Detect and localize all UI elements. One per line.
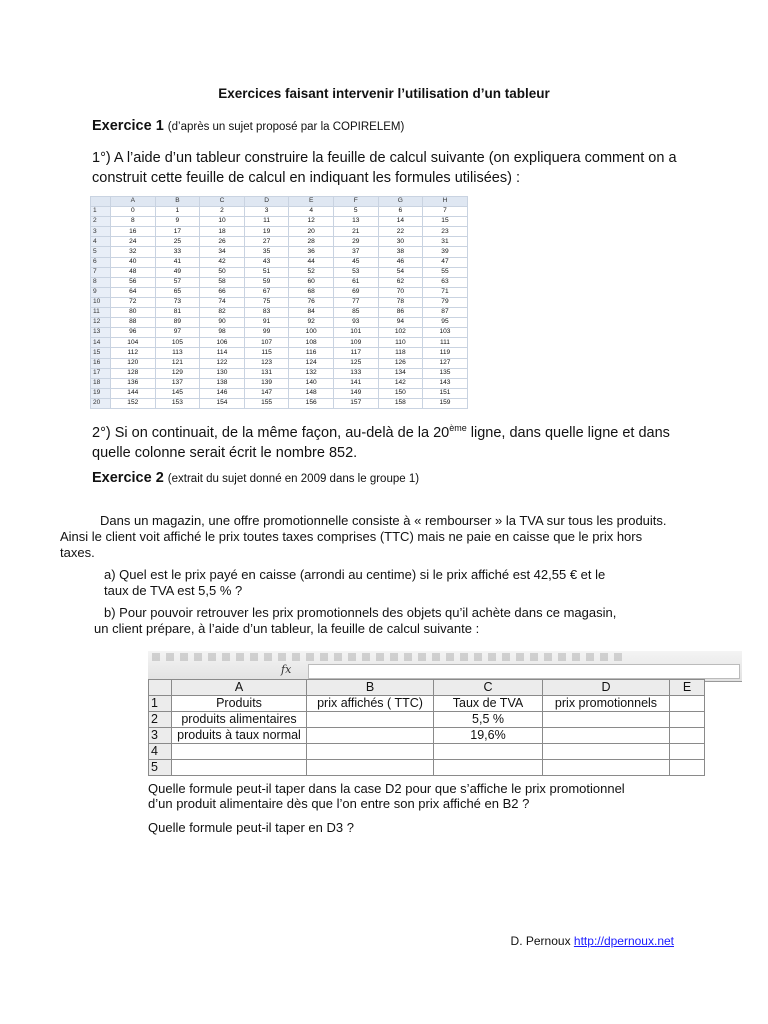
table-cell: 85 [333, 308, 378, 318]
table-row [149, 712, 705, 728]
row-header: 16 [91, 358, 111, 368]
table-cell: 70 [378, 287, 423, 297]
table-cell: 7 [423, 207, 468, 217]
table-cell: 144 [111, 388, 156, 398]
column-header-row [149, 680, 705, 696]
table-cell: 38 [378, 247, 423, 257]
table-cell: 106 [200, 338, 245, 348]
column-header-row [91, 197, 468, 207]
table-cell: 147 [244, 388, 289, 398]
table-cell: 113 [155, 348, 200, 358]
table-cell: 57 [155, 277, 200, 287]
column-header: C [200, 197, 245, 207]
table-row [91, 338, 468, 348]
table-row [91, 368, 468, 378]
table-row [91, 308, 468, 318]
table-cell: 117 [333, 348, 378, 358]
corner-cell [149, 680, 172, 696]
exercise-1-label: Exercice 1 [92, 118, 164, 134]
table-cell: 31 [423, 237, 468, 247]
table-cell: 21 [333, 227, 378, 237]
table-cell: 127 [423, 358, 468, 368]
table-cell: 159 [423, 398, 468, 408]
table-row [91, 277, 468, 287]
table-cell: 153 [155, 398, 200, 408]
table-cell: 110 [378, 338, 423, 348]
table-cell: 132 [289, 368, 334, 378]
table-cell: 22 [378, 227, 423, 237]
table-cell: 30 [378, 237, 423, 247]
table-cell: 108 [289, 338, 334, 348]
table-cell: 91 [244, 318, 289, 328]
table-cell: 84 [289, 308, 334, 318]
column-header: D [543, 680, 670, 696]
table-row [91, 227, 468, 237]
table-cell: 81 [155, 308, 200, 318]
spreadsheet-numbers [90, 196, 468, 409]
table-cell: 73 [155, 297, 200, 307]
table-cell: 10 [200, 217, 245, 227]
table-row [91, 398, 468, 408]
table-cell: 104 [111, 338, 156, 348]
table-cell: 158 [378, 398, 423, 408]
table-cell[interactable] [543, 760, 670, 776]
table-cell[interactable]: produits alimentaires [172, 712, 307, 728]
table-cell: 121 [155, 358, 200, 368]
table-cell: 26 [200, 237, 245, 247]
exercise-1-question-2 [92, 418, 692, 463]
table-cell: 112 [111, 348, 156, 358]
table-cell: 105 [155, 338, 200, 348]
table-cell: 16 [111, 227, 156, 237]
page-title: Exercices faisant intervenir l’utilisation d’un tableur [218, 86, 550, 101]
table-cell[interactable] [172, 760, 307, 776]
table-cell: 0 [111, 207, 156, 217]
table-cell: 128 [111, 368, 156, 378]
table-cell: 83 [244, 308, 289, 318]
table-cell: 152 [111, 398, 156, 408]
table-row [91, 237, 468, 247]
q2-text-b: ligne, dans quelle ligne et dans quelle colonne serait écrit le nombre 852. [92, 424, 670, 461]
table-cell: 76 [289, 297, 334, 307]
row-header: 2 [149, 712, 172, 728]
row-header: 4 [91, 237, 111, 247]
table-cell: 64 [111, 287, 156, 297]
exercise-2-label: Exercice 2 [92, 470, 164, 486]
row-header: 8 [91, 277, 111, 287]
table-cell: 29 [333, 237, 378, 247]
row-header: 19 [91, 388, 111, 398]
table-cell: 133 [333, 368, 378, 378]
row-header: 3 [149, 728, 172, 744]
column-header: G [378, 197, 423, 207]
table-cell: 82 [200, 308, 245, 318]
table-cell: 155 [244, 398, 289, 408]
table-cell: 77 [333, 297, 378, 307]
table-cell: 19 [244, 227, 289, 237]
table-cell: 71 [423, 287, 468, 297]
table-cell[interactable] [307, 728, 434, 744]
table-cell: 68 [289, 287, 334, 297]
table-cell[interactable]: produits à taux normal [172, 728, 307, 744]
table-cell: 136 [111, 378, 156, 388]
table-cell: 92 [289, 318, 334, 328]
table-cell: 44 [289, 257, 334, 267]
table-cell: 97 [155, 328, 200, 338]
table-cell: 3 [244, 207, 289, 217]
table-cell: 119 [423, 348, 468, 358]
table-cell: 52 [289, 267, 334, 277]
table-row [91, 378, 468, 388]
table-cell: 135 [423, 368, 468, 378]
exercise-2-intro: Dans un magazin, une offre promotionnelle consiste à « rembourser » la TVA sur tous les produits. Ainsi le client voit affiché le prix toutes taxes comprises (TTC) mais ne paie en caisse que le prix hors taxes. [60, 513, 667, 560]
row-header: 1 [91, 207, 111, 217]
table-cell: 4 [289, 207, 334, 217]
table-row [91, 257, 468, 267]
fx-icon: fx [281, 663, 292, 676]
table-cell: 129 [155, 368, 200, 378]
row-header: 6 [91, 257, 111, 267]
table-row [91, 318, 468, 328]
table-cell: 25 [155, 237, 200, 247]
row-header: 5 [91, 247, 111, 257]
column-header: D [244, 197, 289, 207]
table-cell: 96 [111, 328, 156, 338]
row-header: 7 [91, 267, 111, 277]
table-cell[interactable]: Produits [172, 696, 307, 712]
table-cell: 98 [200, 328, 245, 338]
row-header: 4 [149, 744, 172, 760]
table-row [91, 267, 468, 277]
row-header: 3 [91, 227, 111, 237]
table-cell: 28 [289, 237, 334, 247]
table-cell: 116 [289, 348, 334, 358]
table-cell: 23 [423, 227, 468, 237]
table-cell[interactable] [543, 712, 670, 728]
table-cell: 11 [244, 217, 289, 227]
table-cell[interactable]: 19,6% [434, 728, 543, 744]
table-cell: 130 [200, 368, 245, 378]
table-cell: 148 [289, 388, 334, 398]
row-header: 14 [91, 338, 111, 348]
table-cell: 35 [244, 247, 289, 257]
table-cell: 118 [378, 348, 423, 358]
table-cell-empty[interactable] [670, 760, 705, 776]
table-cell: 72 [111, 297, 156, 307]
table-cell: 120 [111, 358, 156, 368]
column-header: E [289, 197, 334, 207]
question-d2-line-2: d’un produit alimentaire dès que l’on entre son prix affiché en B2 ? [148, 796, 530, 811]
table-cell: 65 [155, 287, 200, 297]
table-cell: 101 [333, 328, 378, 338]
question-a-line-1: a) Quel est le prix payé en caisse (arrondi au centime) si le prix affiché est 42,55 € et le [104, 567, 606, 582]
table-cell: 125 [333, 358, 378, 368]
row-header: 2 [91, 217, 111, 227]
table-cell: 39 [423, 247, 468, 257]
formula-bar[interactable] [308, 664, 740, 679]
table-cell: 114 [200, 348, 245, 358]
table-cell: 154 [200, 398, 245, 408]
row-header: 17 [91, 368, 111, 378]
table-cell: 109 [333, 338, 378, 348]
table-cell: 123 [244, 358, 289, 368]
table-cell: 75 [244, 297, 289, 307]
table-cell: 43 [244, 257, 289, 267]
table-cell: 124 [289, 358, 334, 368]
corner-cell [91, 197, 111, 207]
exercise-1-question-1: 1°) A l’aide d’un tableur construire la feuille de calcul suivante (on expliquera comment on a construit cette feuille de calcul en indiquant les formules utilisées) : [92, 150, 677, 186]
table-cell[interactable]: prix promotionnels [543, 696, 670, 712]
row-header: 18 [91, 378, 111, 388]
table-cell: 79 [423, 297, 468, 307]
table-cell: 32 [111, 247, 156, 257]
table-cell: 48 [111, 267, 156, 277]
table-cell: 146 [200, 388, 245, 398]
table-cell: 107 [244, 338, 289, 348]
question-a-line-2: taux de TVA est 5,5 % ? [104, 583, 243, 598]
exercise-2-heading [92, 470, 419, 486]
exercise-1-heading [92, 118, 404, 134]
table-cell[interactable] [543, 728, 670, 744]
table-cell: 156 [289, 398, 334, 408]
table-cell: 115 [244, 348, 289, 358]
table-cell: 37 [333, 247, 378, 257]
table-cell: 66 [200, 287, 245, 297]
question-b-line-2: un client prépare, à l’aide d’un tableur, la feuille de calcul suivante : [94, 621, 480, 636]
footer-author: D. Pernoux [510, 934, 574, 948]
table-cell: 60 [289, 277, 334, 287]
table-cell-empty[interactable] [670, 728, 705, 744]
table-cell: 90 [200, 318, 245, 328]
table-cell: 80 [111, 308, 156, 318]
table-cell: 142 [378, 378, 423, 388]
table-cell: 1 [155, 207, 200, 217]
table-cell: 49 [155, 267, 200, 277]
table-cell[interactable] [307, 712, 434, 728]
table-cell-empty[interactable] [670, 744, 705, 760]
table-cell: 8 [111, 217, 156, 227]
table-cell[interactable] [434, 744, 543, 760]
table-cell: 55 [423, 267, 468, 277]
table-cell: 2 [200, 207, 245, 217]
table-row [91, 328, 468, 338]
table-row [91, 217, 468, 227]
table-cell: 41 [155, 257, 200, 267]
table-cell: 42 [200, 257, 245, 267]
table-cell: 24 [111, 237, 156, 247]
question-b-line-1: b) Pour pouvoir retrouver les prix promotionnels des objets qu’il achète dans ce magasin, [104, 605, 617, 620]
footer [511, 934, 674, 948]
spreadsheet-prices [148, 679, 705, 776]
row-header: 1 [149, 696, 172, 712]
table-cell[interactable]: Taux de TVA [434, 696, 543, 712]
table-cell: 14 [378, 217, 423, 227]
table-cell[interactable] [307, 744, 434, 760]
table-row [149, 728, 705, 744]
table-cell: 13 [333, 217, 378, 227]
row-header: 15 [91, 348, 111, 358]
table-cell: 9 [155, 217, 200, 227]
table-cell: 40 [111, 257, 156, 267]
table-cell: 12 [289, 217, 334, 227]
table-cell: 78 [378, 297, 423, 307]
row-header: 5 [149, 760, 172, 776]
table-cell[interactable] [172, 744, 307, 760]
table-row [91, 388, 468, 398]
column-header: H [423, 197, 468, 207]
table-cell: 134 [378, 368, 423, 378]
table-cell: 69 [333, 287, 378, 297]
table-cell: 94 [378, 318, 423, 328]
column-header: B [155, 197, 200, 207]
table-cell: 67 [244, 287, 289, 297]
column-header: B [307, 680, 434, 696]
table-cell: 53 [333, 267, 378, 277]
table-row [149, 696, 705, 712]
table-cell[interactable] [307, 760, 434, 776]
table-cell: 58 [200, 277, 245, 287]
table-cell: 141 [333, 378, 378, 388]
table-cell: 137 [155, 378, 200, 388]
table-cell: 111 [423, 338, 468, 348]
table-row [91, 358, 468, 368]
table-cell: 145 [155, 388, 200, 398]
table-cell: 20 [289, 227, 334, 237]
column-header: A [111, 197, 156, 207]
table-row [91, 297, 468, 307]
table-cell: 6 [378, 207, 423, 217]
column-header: E [670, 680, 705, 696]
column-header: C [434, 680, 543, 696]
question-d2-line-1: Quelle formule peut-il taper dans la case D2 pour que s’affiche le prix promotionnel [148, 781, 625, 796]
row-header: 11 [91, 308, 111, 318]
q2-text-a: 2°) Si on continuait, de la même façon, au-delà de la 20 [92, 424, 450, 441]
question-d3: Quelle formule peut-il taper en D3 ? [148, 820, 354, 835]
table-cell: 103 [423, 328, 468, 338]
column-header: A [172, 680, 307, 696]
column-header: F [333, 197, 378, 207]
table-cell: 59 [244, 277, 289, 287]
table-cell: 62 [378, 277, 423, 287]
table-cell: 88 [111, 318, 156, 328]
toolbar-icons [152, 653, 622, 661]
table-cell: 99 [244, 328, 289, 338]
table-cell: 86 [378, 308, 423, 318]
table-row [149, 760, 705, 776]
table-row [91, 287, 468, 297]
table-cell: 63 [423, 277, 468, 287]
table-cell-empty[interactable] [670, 712, 705, 728]
table-cell: 46 [378, 257, 423, 267]
table-cell: 100 [289, 328, 334, 338]
table-cell: 93 [333, 318, 378, 328]
table-cell: 33 [155, 247, 200, 257]
table-cell: 150 [378, 388, 423, 398]
table-row [91, 348, 468, 358]
row-header: 20 [91, 398, 111, 408]
table-cell: 131 [244, 368, 289, 378]
table-row [149, 744, 705, 760]
table-cell: 143 [423, 378, 468, 388]
table-cell: 51 [244, 267, 289, 277]
table-cell: 122 [200, 358, 245, 368]
table-cell: 54 [378, 267, 423, 277]
exercise-2-subtitle: (extrait du sujet donné en 2009 dans le groupe 1) [167, 473, 420, 485]
row-header: 10 [91, 297, 111, 307]
table-cell: 17 [155, 227, 200, 237]
table-cell[interactable] [543, 744, 670, 760]
table-cell[interactable] [434, 760, 543, 776]
table-cell: 50 [200, 267, 245, 277]
row-header: 9 [91, 287, 111, 297]
table-cell: 5 [333, 207, 378, 217]
table-cell: 89 [155, 318, 200, 328]
table-cell: 15 [423, 217, 468, 227]
table-cell: 140 [289, 378, 334, 388]
table-cell[interactable]: prix affichés ( TTC) [307, 696, 434, 712]
table-row [91, 247, 468, 257]
table-cell: 36 [289, 247, 334, 257]
table-cell: 149 [333, 388, 378, 398]
table-cell: 27 [244, 237, 289, 247]
table-cell: 45 [333, 257, 378, 267]
table-cell[interactable]: 5,5 % [434, 712, 543, 728]
table-cell: 95 [423, 318, 468, 328]
exercise-1-subtitle: (d’après un sujet proposé par la COPIRELEM) [167, 121, 405, 133]
q2-superscript: ème [449, 423, 467, 433]
table-cell: 138 [200, 378, 245, 388]
footer-link[interactable]: http://dpernoux.net [573, 934, 674, 948]
table-cell: 139 [244, 378, 289, 388]
table-cell: 87 [423, 308, 468, 318]
table-cell: 56 [111, 277, 156, 287]
table-cell: 102 [378, 328, 423, 338]
spreadsheet-toolbar [148, 651, 742, 682]
table-cell: 126 [378, 358, 423, 368]
table-cell: 61 [333, 277, 378, 287]
row-header: 13 [91, 328, 111, 338]
table-cell-empty[interactable] [670, 696, 705, 712]
table-cell: 34 [200, 247, 245, 257]
table-row [91, 207, 468, 217]
table-cell: 18 [200, 227, 245, 237]
table-cell: 157 [333, 398, 378, 408]
table-cell: 47 [423, 257, 468, 267]
row-header: 12 [91, 318, 111, 328]
table-cell: 151 [423, 388, 468, 398]
table-cell: 74 [200, 297, 245, 307]
